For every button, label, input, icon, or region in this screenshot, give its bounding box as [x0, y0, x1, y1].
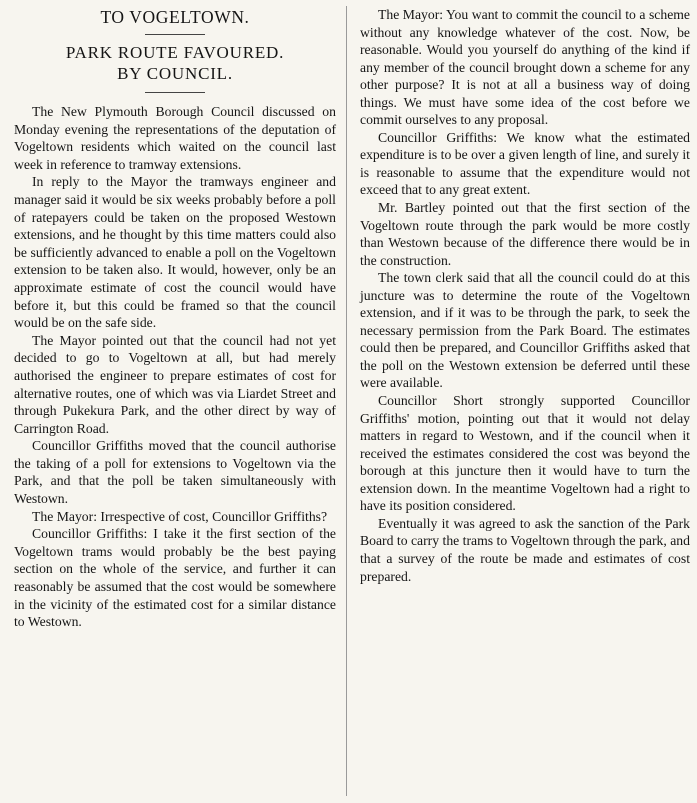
paragraph: Councillor Griffiths moved that the council authorise the taking of a poll for extensions to Vogeltown via the Park, and that the poll be taken simultaneously with Westown.: [14, 438, 336, 507]
headline: TO VOGELTOWN.: [100, 7, 250, 27]
paragraph: The Mayor: Irrespective of cost, Councillor Griffiths?: [32, 508, 328, 524]
subhead-line-1: PARK ROUTE FAVOURED.: [65, 43, 285, 62]
paragraph: Councillor Short strongly supported Councillor Griffiths' motion, pointing out that it would not delay matters in regard to Westown, and if the council when it received the estimates considered the cost was beyond the borough at this juncture then it would have to turn the extension down. In the meantime Vogeltown had a right to have its position considered.: [360, 393, 690, 514]
subhead-line-2: BY COUNCIL.: [117, 64, 233, 83]
paragraph: Councillor Griffiths: I take it the first section of the Vogeltown trams would probably be the best paying section on the whole of the service, and further it can reasonably be assumed that the cost would be somewhere in the vicinity of the estimated cost for a similar distance to Westown.: [14, 526, 336, 630]
paragraph: The town clerk said that all the council could do at this juncture was to determine the route of the Vogeltown extension, and if it was to be through the park, to seek the necessary permission from the Park Board. The estimates could then be prepared, and Councillor Griffiths asked that the poll on the Westown extension be deferred until these were available.: [360, 270, 690, 391]
paragraph: The New Plymouth Borough Council discussed on Monday evening the representations of the deputation of Vogeltown residents which waited on the council last week in reference to tramway extensions.: [14, 104, 336, 172]
subhead-rule: [145, 92, 205, 93]
paragraph: In reply to the Mayor the tramways engineer and manager said it would be six weeks probably before a poll of ratepayers could be taken on the proposed Westown extensions, and he thought by this time matters could also be sufficiently advanced to enable a poll on the Vogeltown extension to be taken also. It would, however, only be an approximate estimate of cost the council would have before it, but this could be framed so that the council would be on the safe side.: [14, 174, 336, 331]
paragraph: Mr. Bartley pointed out that the first section of the Vogeltown route through the park would be more costly than Westown because of the difference there would be in the construction.: [360, 200, 690, 268]
headline-rule: [145, 34, 205, 35]
left-column: [14, 6, 336, 631]
paragraph: Eventually it was agreed to ask the sanction of the Park Board to carry the trams to Vogeltown through the park, and that a survey of the route be made and estimates of cost prepared.: [360, 515, 690, 584]
right-column: [360, 6, 690, 585]
column-divider: [346, 6, 347, 796]
paragraph: Councillor Griffiths: We know what the estimated expenditure is to be over a given length of line, and surely it is reasonable to assume that the expenditure would not exceed that to any great extent.: [360, 129, 690, 198]
paragraph: The Mayor pointed out that the council had not yet decided to go to Vogeltown at all, but had merely authorised the engineer to prepare estimates of cost for alternative routes, one of which was via Liardet Street and through Pukekura Park, and the other direct by way of Carrington Road.: [14, 332, 336, 436]
paragraph: The Mayor: You want to commit the council to a scheme without any knowledge whatever of the cost. Now, be reasonable. Would you yourself do anything of the kind if any member of the council brought down a scheme for any other purpose? It is not at all a business way of doing things. We must have some idea of the cost before we commit ourselves to any proposal.: [360, 7, 690, 128]
